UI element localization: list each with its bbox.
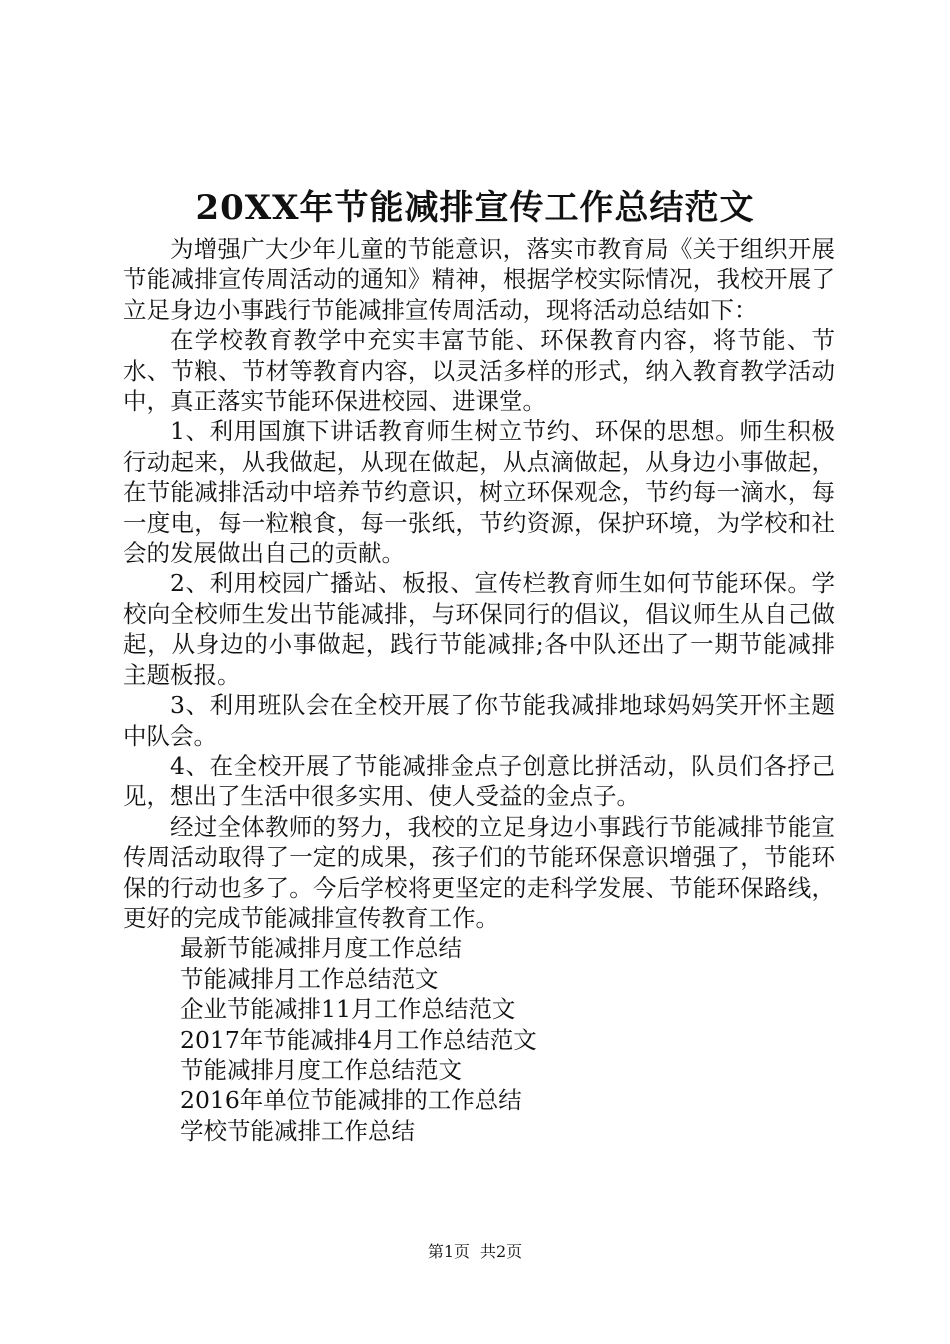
related-article-link[interactable]: 2017年节能减排4月工作总结范文 — [180, 1025, 537, 1054]
related-article-link[interactable]: 最新节能减排月度工作总结 — [180, 934, 462, 963]
related-articles-list — [123, 933, 835, 1146]
page-number-current: 第1页 — [427, 1242, 470, 1261]
paragraph-item-1: 1、利用国旗下讲话教育师生树立节约、环保的思想。师生积极行动起来，从我做起，从现在做起，从点滴做起，从身边小事做起，在节能减排活动中培养节约意识，树立环保观念，节约每一滴水，每一度电，每一粒粮食，每一张纸，节约资源，保护环境，为学校和社会的发展做出自己的贡献。 — [123, 417, 835, 568]
paragraph-item-4: 4、在全校开展了节能减排金点子创意比拼活动，队员们各抒己见，想出了生活中很多实用、使人受益的金点子。 — [123, 751, 835, 811]
related-article-link[interactable]: 学校节能减排工作总结 — [180, 1116, 415, 1145]
related-article-link[interactable]: 企业节能减排11月工作总结范文 — [180, 995, 516, 1024]
paragraph-item-3: 3、利用班队会在全校开展了你节能我减排地球妈妈笑开怀主题中队会。 — [123, 691, 835, 750]
document-title: 20XX年节能减排宣传工作总结范文 — [195, 188, 755, 228]
related-article-link[interactable]: 节能减排月度工作总结范文 — [180, 1055, 462, 1084]
paragraph-item-2: 2、利用校园广播站、板报、宣传栏教育师生如何节能环保。学校向全校师生发出节能减排，与环保同行的倡议，倡议师生从自己做起，从身边的小事做起，践行节能减排;各中队还出了一期节能减排主题板报。 — [123, 569, 835, 689]
related-article-link[interactable]: 节能减排月工作总结范文 — [180, 964, 439, 993]
page-number-total: 共2页 — [480, 1242, 523, 1261]
paragraph-conclusion: 经过全体教师的努力，我校的立足身边小事践行节能减排节能宣传周活动取得了一定的成果，孩子们的节能环保意识增强了，节能环保的行动也多了。今后学校将更坚定的走科学发展、节能环保路线，更好的完成节能减排宣传教育工作。 — [123, 812, 835, 932]
paragraph-education-content: 在学校教育教学中充实丰富节能、环保教育内容，将节能、节水、节粮、节材等教育内容，以灵活多样的形式，纳入教育教学活动中，真正落实节能环保进校园、进课堂。 — [123, 326, 835, 416]
paragraph-intro: 为增强广大少年儿童的节能意识，落实市教育局《关于组织开展节能减排宣传周活动的通知》精神，根据学校实际情况，我校开展了立足身边小事践行节能减排宣传周活动，现将活动总结如下： — [123, 235, 835, 324]
page-footer — [0, 1241, 950, 1263]
related-article-link[interactable]: 2016年单位节能减排的工作总结 — [180, 1086, 522, 1115]
document-body — [123, 234, 835, 1146]
